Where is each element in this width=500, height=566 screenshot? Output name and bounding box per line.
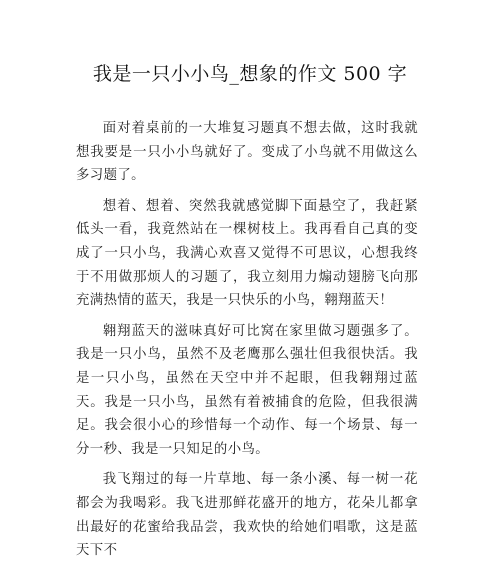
paragraph: 面对着桌前的一大堆复习题真不想去做，这时我就想我要是一只小小鸟就好了。变成了小鸟就不用做这么多习题了。 <box>76 121 418 184</box>
document-title: 我是一只小小鸟_想象的作文 500 字 <box>92 63 408 85</box>
paragraph: 翱翔蓝天的滋味真好可比窝在家里做习题强多了。我是一只小鸟，虽然不及老鹰那么强壮但我很快活。我是一只小鸟，虽然在天空中并不起眼，但我翱翔过蓝天。我是一只小鸟，虽然有着被捕食的危险，但我很满足。我会很小心的珍惜每一个动作、每一个场景、每一分一秒、我是一只知足的小鸟。 <box>76 323 418 457</box>
paragraph: 我飞翔过的每一片草地、每一条小溪、每一树一花都会为我喝彩。我飞进那鲜花盛开的地方，花朵儿都拿出最好的花蜜给我品尝，我欢快的给她们唱歌，这是蓝天下不 <box>76 472 418 559</box>
paragraph: 想着、想着、突然我就感觉脚下面悬空了，我赶紧低头一看，我竟然站在一棵树枝上。我再看自己真的变成了一只小鸟，我满心欢喜又觉得不可思议，心想我终于不用做那烦人的习题了，我立刻用力煽动翅膀飞向那充满热情的蓝天，我是一只快乐的小鸟，翱翔蓝天！ <box>76 198 418 309</box>
document-body <box>76 117 418 566</box>
